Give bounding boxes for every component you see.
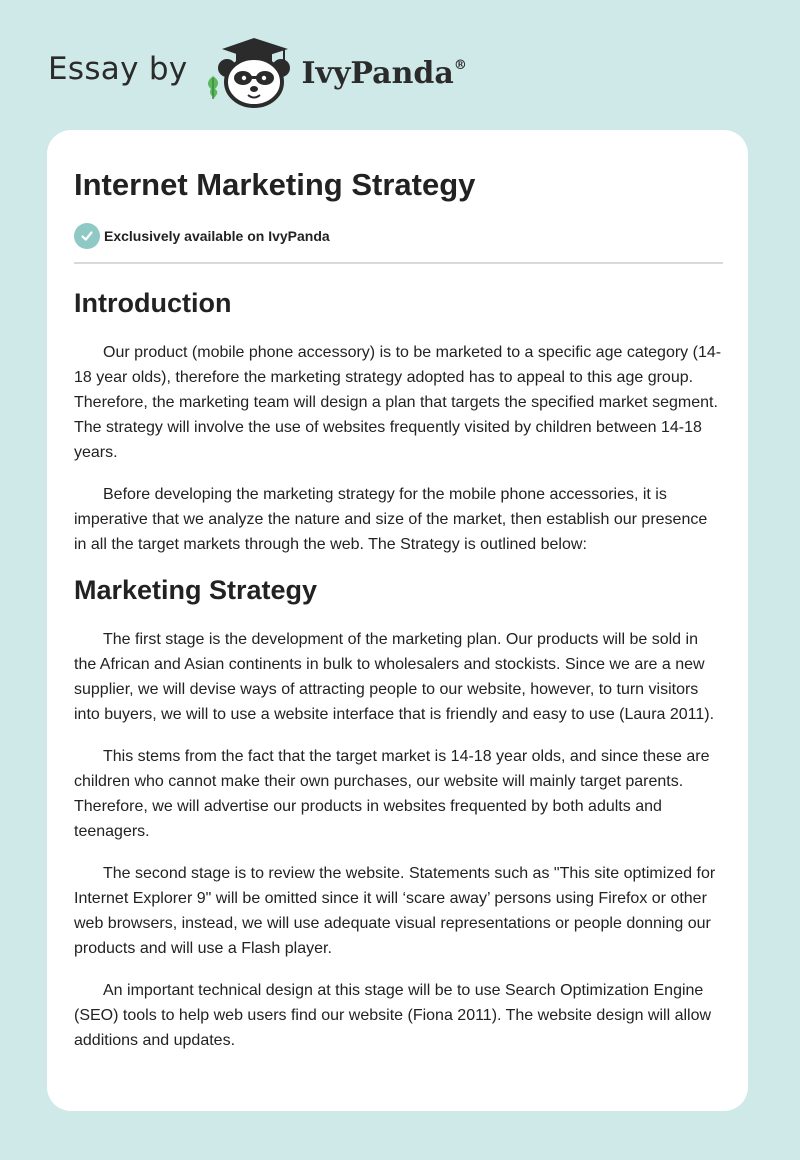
check-circle-icon — [74, 223, 100, 249]
paragraph: This stems from the fact that the target market is 14-18 year olds, and since these are children who cannot make their own purchases, our website will mainly target parents. Therefore, we will advertise our products in websites frequented by both adults and teenagers. — [74, 748, 710, 840]
panda-graduate-logo-icon — [204, 34, 296, 110]
paragraph: The first stage is the development of the marketing plan. Our products will be sold in the African and Asian continents in bulk to wholesalers and stockists. Since we are a new supplier, we will devise ways of attracting people to our website, however, to turn visitors into buyers, we will to use a website interface that is friendly and easy to use (Laura 2011). — [74, 631, 715, 723]
brand-name: IvyPanda® — [301, 55, 467, 91]
section-heading-introduction: Introduction — [74, 288, 232, 318]
article-title: Internet Marketing Strategy — [74, 167, 476, 202]
leaf-icon — [202, 74, 224, 100]
badge-text: Exclusively available on IvyPanda — [104, 228, 330, 244]
paragraph: The second stage is to review the website. Statements such as "This site optimized for Internet Explorer 9" will be omitted since it will ‘scare away’ persons using Firefox or other web browsers, instead, we will use adequate visual representations or people donning our products and will use a Flash player. — [74, 865, 716, 957]
divider — [74, 262, 723, 264]
brand-header — [48, 34, 467, 110]
paragraph: Our product (mobile phone accessory) is to be marketed to a specific age category (14-18 year olds), therefore the marketing strategy adopted has to appeal to this age group. Therefore, the marketing team will design a plan that targets the specified market segment. The strategy will involve the use of websites frequently visited by children between 14-18 years. — [74, 344, 722, 461]
paragraph: Before developing the marketing strategy for the mobile phone accessories, it is imperative that we analyze the nature and size of the market, then establish our presence in all the target markets through the web. The Strategy is outlined below: — [74, 486, 708, 553]
paragraph: An important technical design at this stage will be to use Search Optimization Engine (SEO) tools to help web users find our website (Fiona 2011). The website design will allow additions and updates. — [74, 982, 712, 1049]
section-heading-marketing-strategy: Marketing Strategy — [74, 575, 318, 605]
registered-mark: ® — [453, 57, 467, 73]
article-card — [47, 130, 748, 1111]
exclusive-badge — [74, 223, 722, 249]
brand-prefix: Essay by — [48, 51, 188, 87]
